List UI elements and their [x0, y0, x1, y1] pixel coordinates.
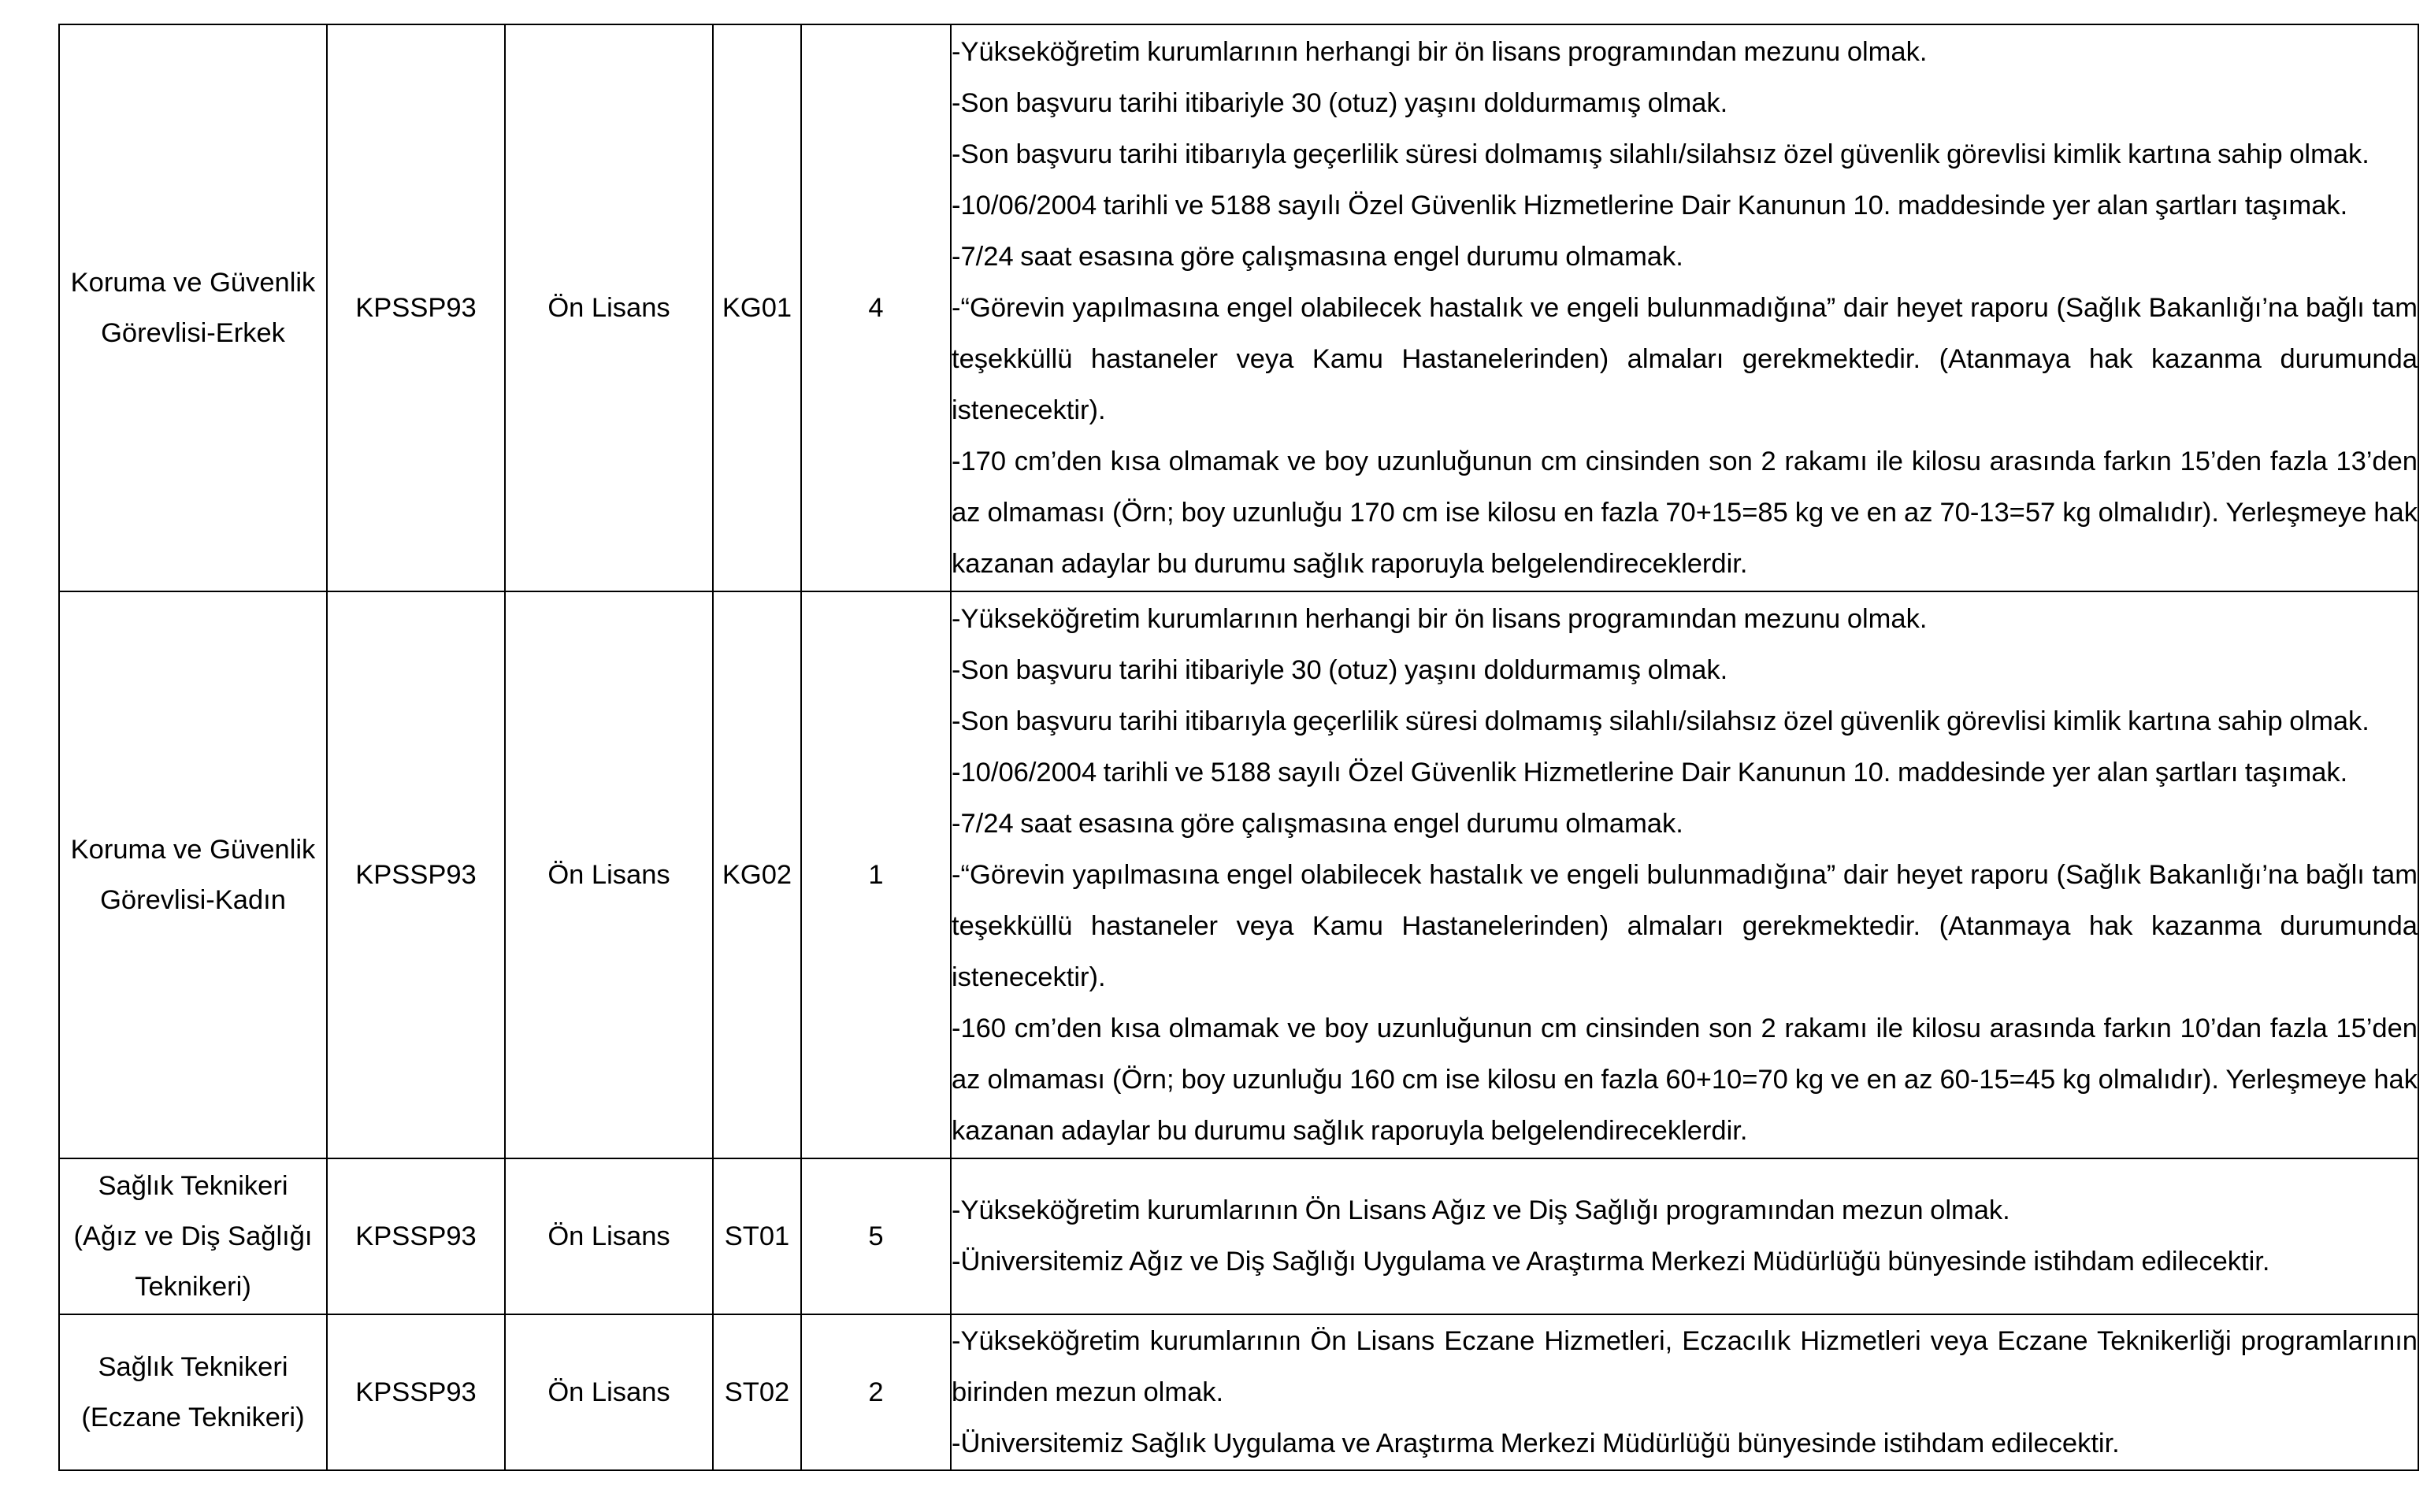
requirement-item: -160 cm’den kısa olmamak ve boy uzunluğunun cm cinsinden son 2 rakamı ile kilosu arasında farkın 10’dan fazla 15’den az olmaması (Örn; boy uzunluğu 160 cm ise kilosu en fazla 60+10=70 kg ve en az 60-15=45 kg olmalıdır). Yerleşmeye hak kazanan adaylar bu durumu sağlık raporuyla belgelendireceklerdir. [952, 1013, 2418, 1146]
position-title-line: Koruma ve Güvenlik [70, 835, 316, 865]
requirement-item: -Üniversitemiz Ağız ve Diş Sağlığı Uygulama ve Araştırma Merkezi Müdürlüğü bünyesinde istihdam edilecektir. [952, 1247, 2270, 1277]
education-level-cell: Ön Lisans [505, 24, 713, 591]
position-title-line: Sağlık Teknikeri [98, 1352, 288, 1382]
requirement-item: -7/24 saat esasına göre çalışmasına engel durumu olmamak. [952, 808, 1683, 839]
score-type-cell: KPSSP93 [327, 1314, 505, 1470]
position-title-line: Görevlisi-Erkek [101, 318, 285, 348]
positions-table [58, 24, 2419, 1471]
position-code-cell: KG01 [713, 24, 801, 591]
position-title-line: Sağlık Teknikeri [98, 1171, 288, 1201]
position-count-cell: 5 [801, 1158, 951, 1314]
requirement-item: -Son başvuru tarihi itibarıyla geçerlilik süresi dolmamış silahlı/silahsız özel güvenlik görevlisi kimlik kartına sahip olmak. [952, 139, 2369, 169]
position-title-line: Görevlisi-Kadın [100, 885, 286, 915]
requirement-item: -10/06/2004 tarihli ve 5188 sayılı Özel Güvenlik Hizmetlerine Dair Kanunun 10. maddesinde yer alan şartları taşımak. [952, 190, 2348, 220]
table-row [59, 24, 2418, 591]
table-row [59, 1314, 2418, 1470]
position-title-line: Teknikeri) [135, 1272, 251, 1302]
position-code-cell: KG02 [713, 591, 801, 1158]
position-count-cell: 4 [801, 24, 951, 591]
position-title-cell [59, 1314, 327, 1470]
requirement-item: -“Görevin yapılmasına engel olabilecek hastalık ve engeli bulunmadığına” dair heyet raporu (Sağlık Bakanlığı’na bağlı tam teşekküllü hastaneler veya Kamu Hastanelerinden) almaları gerekmektedir. (Atanmaya hak kazanma durumunda istenecektir). [952, 859, 2418, 992]
position-count-cell: 2 [801, 1314, 951, 1470]
score-type-cell: KPSSP93 [327, 24, 505, 591]
education-level-cell: Ön Lisans [505, 1314, 713, 1470]
position-title-line: Koruma ve Güvenlik [70, 268, 316, 298]
table-row [59, 1158, 2418, 1314]
requirement-item: -Yükseköğretim kurumlarının Ön Lisans Eczane Hizmetleri, Eczacılık Hizmetleri veya Eczane Teknikerliği programlarının birinden mezun olmak. [952, 1325, 2418, 1407]
requirement-item: -Son başvuru tarihi itibarıyla geçerlilik süresi dolmamış silahlı/silahsız özel güvenlik görevlisi kimlik kartına sahip olmak. [952, 706, 2369, 736]
position-title-line: (Eczane Teknikeri) [81, 1403, 305, 1432]
requirement-item: -Yükseköğretim kurumlarının herhangi bir ön lisans programından mezunu olmak. [952, 36, 1928, 67]
position-title-cell [59, 24, 327, 591]
position-code-cell: ST02 [713, 1314, 801, 1470]
requirement-item: -Yükseköğretim kurumlarının Ön Lisans Ağız ve Diş Sağlığı programından mezun olmak. [952, 1195, 2010, 1225]
requirement-item: -“Görevin yapılmasına engel olabilecek hastalık ve engeli bulunmadığına” dair heyet raporu (Sağlık Bakanlığı’na bağlı tam teşekküllü hastaneler veya Kamu Hastanelerinden) almaları gerekmektedir. (Atanmaya hak kazanma durumunda istenecektir). [952, 292, 2418, 425]
table-row [59, 591, 2418, 1158]
requirement-item: -7/24 saat esasına göre çalışmasına engel durumu olmamak. [952, 241, 1683, 272]
score-type-cell: KPSSP93 [327, 591, 505, 1158]
requirement-item: -170 cm’den kısa olmamak ve boy uzunluğunun cm cinsinden son 2 rakamı ile kilosu arasında farkın 15’den fazla 13’den az olmaması (Örn; boy uzunluğu 170 cm ise kilosu en fazla 70+15=85 kg ve en az 70-13=57 kg olmalıdır). Yerleşmeye hak kazanan adaylar bu durumu sağlık raporuyla belgelendireceklerdir. [952, 446, 2418, 579]
requirement-item: -10/06/2004 tarihli ve 5188 sayılı Özel Güvenlik Hizmetlerine Dair Kanunun 10. maddesinde yer alan şartları taşımak. [952, 757, 2348, 788]
requirements-cell [951, 24, 2418, 591]
position-title-cell [59, 591, 327, 1158]
education-level-cell: Ön Lisans [505, 591, 713, 1158]
position-code-cell: ST01 [713, 1158, 801, 1314]
position-count-cell: 1 [801, 591, 951, 1158]
requirement-item: -Son başvuru tarihi itibariyle 30 (otuz) yaşını doldurmamış olmak. [952, 87, 1728, 118]
requirements-cell [951, 591, 2418, 1158]
position-title-line: (Ağız ve Diş Sağlığı [73, 1221, 313, 1251]
education-level-cell: Ön Lisans [505, 1158, 713, 1314]
requirements-cell [951, 1314, 2418, 1470]
score-type-cell: KPSSP93 [327, 1158, 505, 1314]
position-title-cell [59, 1158, 327, 1314]
requirements-cell [951, 1158, 2418, 1314]
requirement-item: -Son başvuru tarihi itibariyle 30 (otuz) yaşını doldurmamış olmak. [952, 654, 1728, 685]
requirement-item: -Yükseköğretim kurumlarının herhangi bir ön lisans programından mezunu olmak. [952, 603, 1928, 634]
requirement-item: -Üniversitemiz Sağlık Uygulama ve Araştırma Merkezi Müdürlüğü bünyesinde istihdam edilecektir. [952, 1428, 2120, 1458]
